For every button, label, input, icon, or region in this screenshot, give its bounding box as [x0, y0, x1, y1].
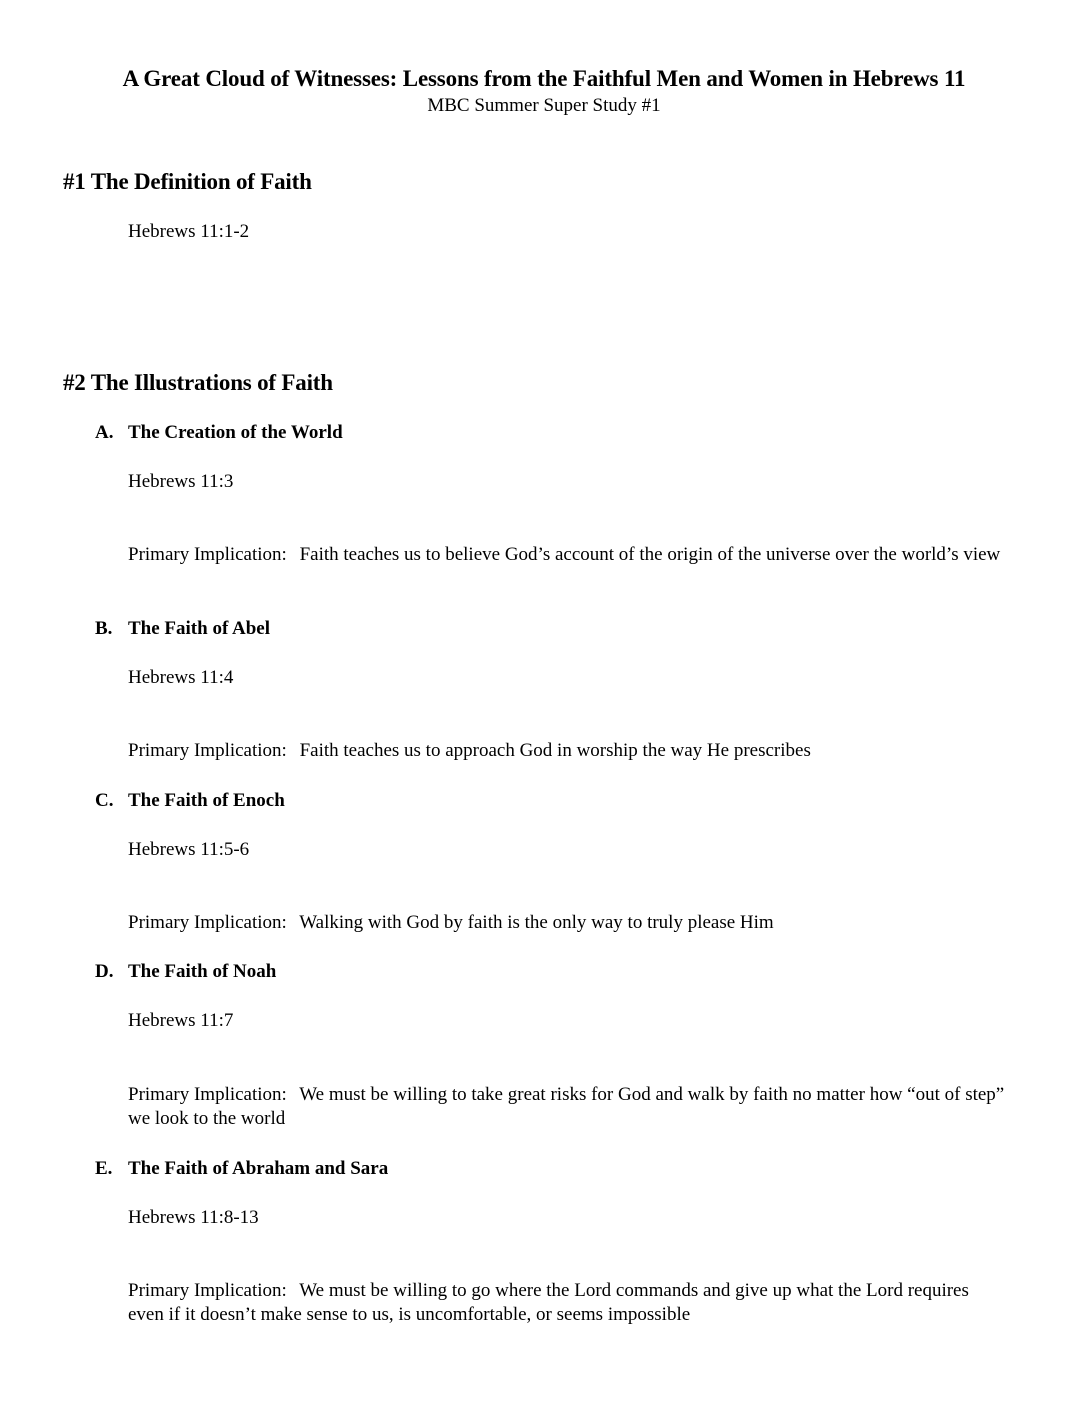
section-heading-definition: #1 The Definition of Faith [63, 169, 312, 194]
subsection-heading [95, 788, 285, 814]
subsection-title: The Faith of Noah [128, 961, 277, 982]
implication-text: Faith teaches us to approach God in worship the way He prescribes [299, 740, 811, 761]
primary-implication [128, 1083, 1008, 1131]
subsection-title: The Faith of Abel [128, 618, 270, 639]
scripture-reference: Hebrews 11:5-6 [128, 839, 250, 860]
subsection-letter: D. [95, 961, 114, 982]
subsection-title: The Faith of Enoch [128, 790, 285, 811]
implication-text: We must be willing to take great risks for God and walk by faith no matter how “out of step” we look to the world [128, 1084, 1005, 1129]
implication-label: Primary Implication: [128, 740, 287, 761]
scripture-reference: Hebrews 11:7 [128, 1010, 234, 1031]
implication-text: Walking with God by faith is the only way to truly please Him [299, 912, 774, 933]
implication-label: Primary Implication: [128, 1084, 287, 1105]
implication-label: Primary Implication: [128, 1280, 287, 1301]
scripture-reference: Hebrews 11:4 [128, 667, 234, 688]
subsection-heading [95, 959, 276, 985]
implication-text: Faith teaches us to believe God’s account of the origin of the universe over the world’s view [299, 544, 1001, 565]
subsection-title: The Creation of the World [128, 422, 343, 443]
subsection-letter: A. [95, 422, 114, 443]
scripture-reference: Hebrews 11:3 [128, 471, 234, 492]
scripture-reference: Hebrews 11:8-13 [128, 1207, 259, 1228]
subsection-title: The Faith of Abraham and Sara [128, 1158, 389, 1179]
implication-label: Primary Implication: [128, 544, 287, 565]
subsection-heading [95, 1156, 388, 1182]
subsection-letter: C. [95, 790, 114, 811]
subsection-heading [95, 616, 270, 642]
scripture-reference: Hebrews 11:1-2 [128, 221, 250, 242]
subsection-letter: B. [95, 618, 113, 639]
document-subtitle: MBC Summer Super Study #1 [427, 95, 661, 116]
primary-implication [128, 1279, 1008, 1327]
primary-implication [128, 739, 1008, 763]
primary-implication [128, 543, 1008, 567]
document-title: A Great Cloud of Witnesses: Lessons from the Faithful Men and Women in Hebrews 11 [122, 66, 966, 91]
subsection-heading [95, 420, 343, 446]
implication-label: Primary Implication: [128, 912, 287, 933]
section-heading-illustrations: #2 The Illustrations of Faith [63, 370, 333, 395]
subsection-letter: E. [95, 1158, 113, 1179]
implication-text: We must be willing to go where the Lord commands and give up what the Lord requires even if it doesn’t make sense to us, is uncomfortable, or seems impossible [128, 1280, 969, 1325]
primary-implication [128, 911, 1008, 935]
